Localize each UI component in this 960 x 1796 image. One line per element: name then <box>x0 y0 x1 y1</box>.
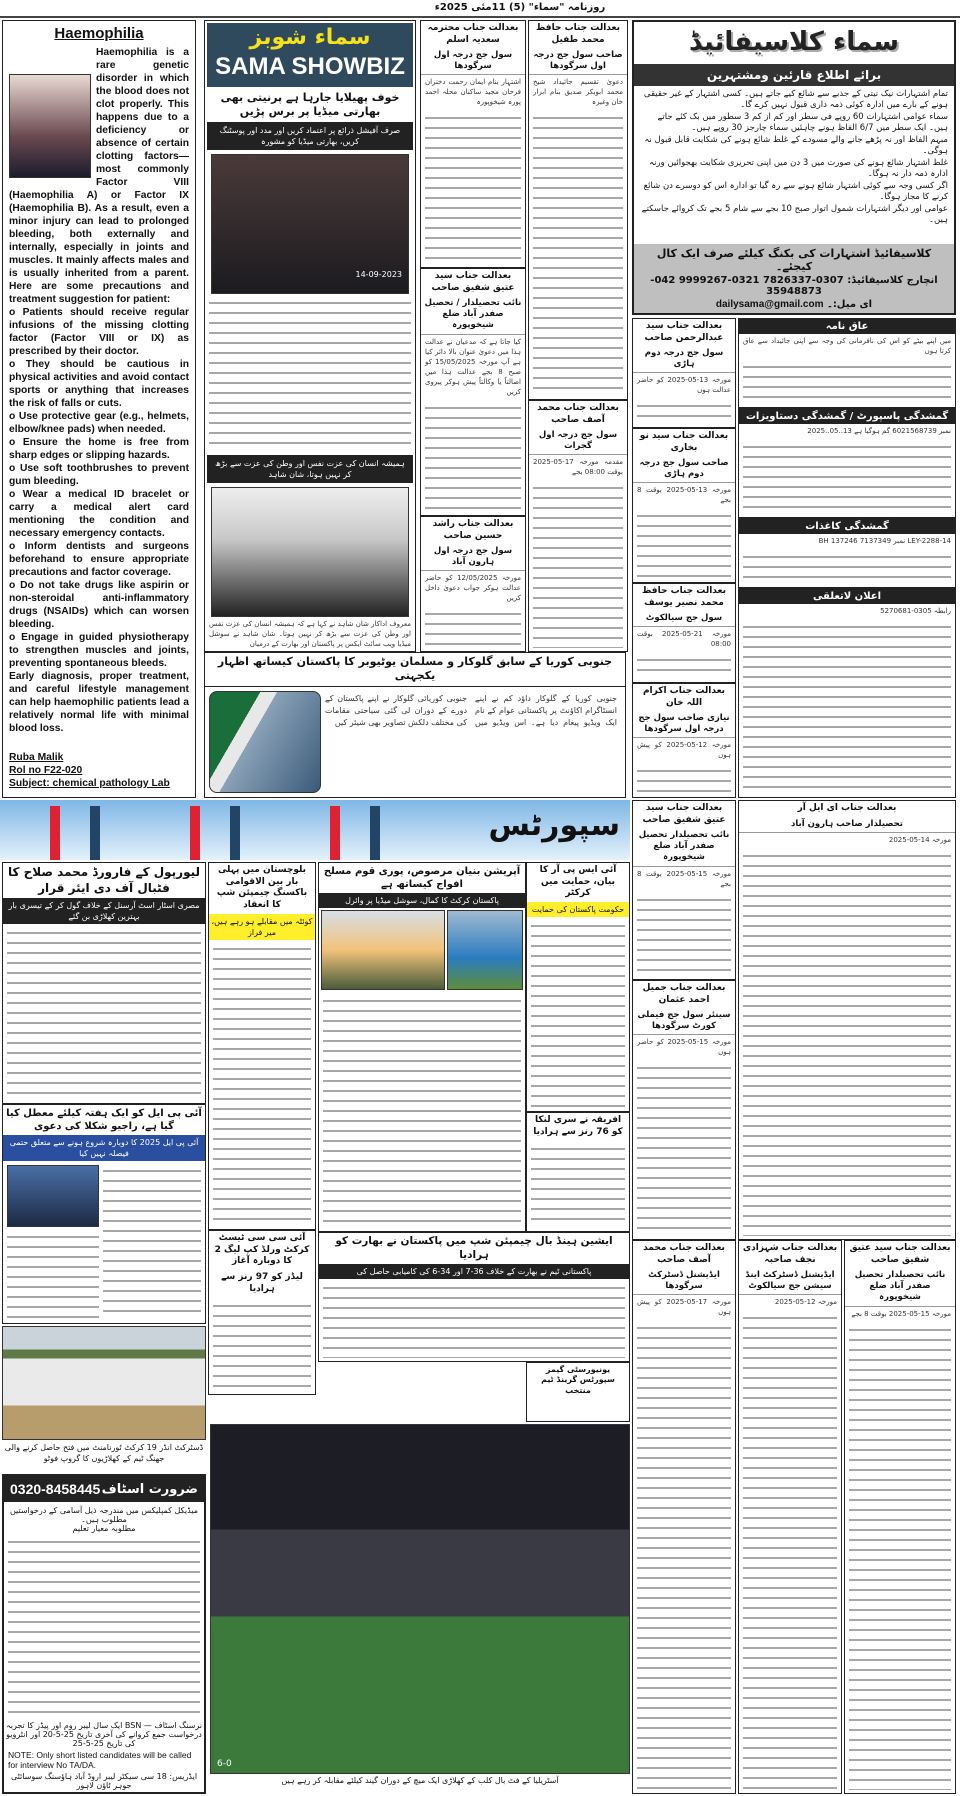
notice-subtitle: نائب تحصیلدار تحصیل صفدر آباد ضلع شیخوپورہ <box>633 828 735 866</box>
court-notice <box>420 20 526 268</box>
small-ad-title: گمشدگی پاسپورٹ / گمشدگی دستاویزات <box>739 409 955 424</box>
classified-rule: عوامی اور دیگر اشتہارات شمول اتوار صبح 10 بجے سے شام 5 بجے تک کروائے جاسکتے ہیں۔ <box>641 204 948 225</box>
classified-phones: انچارج کلاسیفائیڈ: 0307-7826337 0321-9999267 042-35948873 <box>650 275 938 297</box>
notice-subtitle: سول جج درجہ دوم ہاڑی <box>633 346 735 373</box>
photo-date: 14-09-2023 <box>355 269 402 279</box>
showbiz-banner-en: SAMA SHOWBIZ <box>215 53 405 80</box>
small-ad-body: نمبر 6021568739 گم ہوگیا ہے 13..05..2025 <box>807 427 951 435</box>
notice-body: اشتہار بنام ایمان رحمت دختران فرحان مجید ساکنان محلہ احمد پورہ شیخوپورہ <box>425 78 521 107</box>
author-name: Ruba Malik <box>9 752 64 763</box>
notice-title: بعدالت جناب محمد آصف صاحب <box>643 1243 725 1265</box>
missile-photo <box>321 910 445 990</box>
korea-body: جنوبی کوریا کے گلوکار داؤد کم نے اپنے انسٹاگرام اکاؤنٹ پر پاکستانی عوام کے نام ایک ویڈیو پیغام دیا ہے۔ اس ویڈیو میں جنوبی کوریائی گلوکار نے اپنے پاکستان کے دورے کے دوران لی گئی سیاحتی مقامات کی مختلف دلکش تصاویر بھی شیئر کیں <box>325 693 617 727</box>
league-headline: آئی سی سی ٹیسٹ کرکٹ ورلڈ کپ لیگ 2 کا دوبارہ آغاز <box>214 1233 310 1267</box>
masthead-rule <box>0 16 960 18</box>
ipl-subhead: آئی پی ایل 2025 کا دوبارہ شروع ہونے سے متعلق حتمی فیصلہ نہیں کیا <box>3 1135 205 1161</box>
email-label: ای میل:۔ <box>826 299 873 310</box>
wanted-intro: میڈیکل کمپلیکس میں مندرجہ ذیل آسامی کے درخواستیں مطلوب ہیں۔ <box>9 1506 199 1524</box>
parineeti-photo <box>211 154 409 294</box>
cricket-team-photo <box>2 1326 206 1440</box>
notice-body: مورخہ 12/05/2025 کو حاضر عدالت ہوکر جواب دعویٰ داخل کریں <box>425 574 521 603</box>
cricket-league-article <box>208 1230 316 1395</box>
ipl-headline: آئی پی ایل کو ایک ہفتہ کیلئے معطل کیا گیا ہے، راجیو شکلا کی دعوی <box>6 1108 202 1132</box>
sports-banner-title: سپورٹس <box>488 808 620 843</box>
notice-subtitle: تحصیلدار صاحب ہارون آباد <box>739 817 955 833</box>
football-caption: آسٹریلیا کے فٹ بال کلب کے کھلاڑی ایک میچ کے دوران گیند کیلئے مقابلہ کر رہے ہیں <box>281 1776 559 1785</box>
english-article <box>2 20 196 798</box>
court-notice <box>844 1240 956 1794</box>
notice-subtitle: ایڈیشنل ڈسٹرکٹ سرگودھا <box>633 1268 735 1295</box>
score: 6-0 <box>217 1759 232 1769</box>
article-title: Haemophilia <box>54 25 144 42</box>
small-ad-body: میں اپنے بیٹے کو اس کی نافرمانی کی وجہ سے اپنی جائیداد سے عاق کرتا ہوں <box>743 337 951 355</box>
classified-rule: اگر کسی وجہ سے کوئی اشتہار شائع ہونے سے رہ گیا تو ادارہ اس کو دوسرے دن شائع کرنے کا مجاز ہوگا۔ <box>643 181 948 202</box>
notice-body: مورخہ 12-05-2025 <box>774 1298 837 1307</box>
classified-title: سماء کلاسیفائیڈ <box>688 27 900 57</box>
notice-title: بعدالت جناب حافظ محمد طفیل <box>536 23 620 45</box>
small-ad-title: عاق نامہ <box>739 319 955 334</box>
notice-title: بعدالت جناب سید نو بخاری <box>639 431 729 453</box>
showbiz-subhead-1: صرف آفیشل ذرائع پر اعتماد کریں اور مدد اور پوسٹنگ کریں، بھارتی میڈیا کو مشورہ <box>207 122 413 150</box>
notice-title: بعدالت جناب سید عبدالرحمن صاحب <box>644 321 724 343</box>
notice-body: مورخہ 13-05-2025 بوقت 8 بجے <box>637 486 732 505</box>
boxing-subhead: کوئٹہ میں مقابلے ہو رہے ہیں، میر فراز <box>209 914 315 940</box>
boxing-headline: بلوچستان میں پہلی بار بین الاقوامی باکسنگ چیمپئن شپ کا انعقاد <box>216 865 308 911</box>
showbiz-headline-2: ہمیشہ انسان کی عزت نفس اور وطن کی عزت سے بڑھ کر نہیں ہوتا، شان شاہد <box>207 455 413 483</box>
small-ad <box>738 318 956 408</box>
league-subhead: لیڈز کو 97 رنز سے ہرادیا <box>221 1272 303 1294</box>
notice-title: بعدالت جناب سید عتیق شفیق صاحب <box>642 803 726 825</box>
wanted-criteria: مطلوبہ معیار تعلیم <box>72 1524 136 1533</box>
court-notice <box>420 268 526 516</box>
notice-body: کیا جاتا ہے کہ مدعیان نے عدالت ہذا میں دعویٰ عنوان بالا دائر کیا ہے آپ مورخہ 15/05/2025 کو صبح 8 بجے عدالت ہذا میں اصالتاً یا وکالتاً پیش ہوکر پیروی کریں <box>425 337 521 396</box>
handball-subhead: پاکستانی ٹیم نے بھارت کے خلاف 36-7 اور 34-6 کی کامیابی حاصل کی <box>319 1264 629 1279</box>
author-subject: Subject: chemical pathology Lab <box>9 778 170 789</box>
wanted-staff-ad <box>2 1474 206 1794</box>
notice-body: مورخہ 15-05-2025 بوقت 8 بجے <box>851 1309 951 1318</box>
notice-title: بعدالت جناب ای ایل آر <box>797 803 897 813</box>
masthead-date: روزنامہ "سماء" (5) 11مئی 2025ء <box>434 2 606 13</box>
notice-title: بعدالت جناب محترمہ سعدیہ اسلم <box>427 23 519 45</box>
notice-title: بعدالت جناب راشد حسین صاحب <box>432 519 514 541</box>
sports-silhouettes <box>0 806 460 860</box>
sports-col-4 <box>526 862 630 1112</box>
wanted-job: نرسنگ اسٹاف — BSN ایک سال لیبر روم اور پیڈز کا تجربہ <box>6 1721 202 1730</box>
ipl-article <box>2 1104 206 1324</box>
small-ad-title: اعلان لاتعلقی <box>739 589 955 604</box>
article-conclusion: Early diagnosis, proper treatment, and careful lifestyle management can help haemophilic patients lead a relatively normal life with minimal blood loss. <box>9 671 189 734</box>
university-headline: یونیورسٹی گیمز سپورٹس گرینڈ ٹیم منتخب <box>541 1365 615 1395</box>
sports-col-3 <box>318 862 526 1232</box>
small-ad-body: LEY-2288-14 نمبر 7137349 BH 137246 <box>818 537 951 545</box>
notice-title: بعدالت جناب حافظ محمد نصیر یوسف <box>642 586 726 608</box>
showbiz-section <box>204 20 416 652</box>
notice-subtitle: ایڈیشنل ڈسٹرکٹ اینڈ سیشن جج سیالکوٹ <box>739 1268 841 1295</box>
classified-email[interactable]: dailysama@gmail.com <box>715 299 824 310</box>
small-ad <box>738 408 956 518</box>
handball-article <box>318 1232 630 1362</box>
salah-headline: لیورپول کے فارورڈ محمد صلاح کا فٹبال آف دی ایئر قرار <box>7 865 201 895</box>
precaution-item: o Patients should receive regular infusions of the missing clotting factor (Factor VIII or IX) as prescribed by their doctor. <box>9 307 189 357</box>
sa-sl-headline: افریقہ نے سری لنکا کو 76 رنز سے ہرادیا <box>533 1115 623 1137</box>
ispr-headline: آئی ایس پی آر کا بیان، حمایت میں کرکٹر <box>539 865 617 899</box>
wanted-dates: درخواست جمع کروانے کی آخری تاریخ 25-5-20 اور انٹرویو کی تاریخ 25-5-25 <box>6 1730 202 1748</box>
korean-singer-flag-photo <box>209 691 321 793</box>
classified-rule: مبہم الفاظ اور نہ پڑھے جانے والے مسودے کے غلط شائع ہونے کی شکایت قابل قبول نہ ہوگی۔ <box>644 135 948 156</box>
court-notice <box>632 683 736 798</box>
sports-col-1 <box>2 862 206 1104</box>
notice-body: مورخہ 14-05-2025 <box>888 835 951 844</box>
showbiz-banner-urdu: سماء شوبز <box>249 25 371 50</box>
showbiz-body-2: معروف اداکار شان شاہد نے کہا ہے کہ ہمیشہ انسان کی عزت نفس اور وطن کی عزت سے بڑھ کر نہیں ہوتا۔ شان شاہد نے سوشل میڈیا ویب سائٹ ایکس پر پاکستان اور بھارت کے درمیان <box>209 620 411 648</box>
notice-title: بعدالت جناب محمد آصف صاحب <box>537 403 619 425</box>
court-notice <box>632 1240 736 1794</box>
notice-title: بعدالت جناب سید عتیق شفیق صاحب <box>849 1243 951 1265</box>
classified-rule: تمام اشتہارات نیک نیتی کے جذبے سے شائع کیے جاتے ہیں۔ کسی اشتہار کے غیر حقیقی ہونے کے بارے میں ادارہ کوئی ذمہ داری قبول نہیں کرے گا۔ <box>643 89 948 110</box>
showbiz-headline-1: خوف پھیلایا جارہا ہے پرنیتی بھی بھارتی میڈیا پر برس پڑیں <box>220 91 400 119</box>
court-notice <box>528 400 628 652</box>
court-notice <box>738 800 956 1240</box>
classified-rule: سماء عوامی اشتہارات 60 روپے فی سطر اور کم از کم 3 سطور میں بک کئے جاتے ہیں۔ ایک سطر میں 6/7 الفاظ ہونے چاہئیں سماء چارجز 30 روپے ہیں۔ <box>657 112 948 133</box>
korea-article <box>204 652 626 798</box>
sports-col-2 <box>208 862 316 1230</box>
cricketer-photo <box>447 910 523 990</box>
notice-subtitle: نائب تحصیلدار تحصیل صفدر آباد ضلع شیخوپورہ <box>845 1268 955 1306</box>
notice-title: بعدالت جناب جمیل احمد عثمان <box>642 983 726 1005</box>
notice-body: مورخہ 21-05-2025 بوقت 08:00 <box>637 630 731 649</box>
ispr-subhead: حکومت پاکستان کی حمایت <box>527 902 629 917</box>
handball-headline: ایشین ہینڈ بال چیمپئن شپ میں پاکستان نے بھارت کو ہرادیا <box>335 1235 613 1261</box>
notice-subtitle: سینئر سول جج فیملی کورٹ سرگودھا <box>633 1008 735 1035</box>
small-ad <box>738 588 956 798</box>
wanted-phone: 0320-8458445 <box>10 1481 101 1497</box>
small-ad-title: گمشدگی کاغذات <box>739 519 955 534</box>
precaution-item: o Do not take drugs like aspirin or non-steroidal anti-inflammatory drugs (NSAIDs) which can worsen bleeding. <box>9 580 189 630</box>
team-photo-caption: ڈسٹرکٹ انڈر 19 کرکٹ ٹورنامنٹ میں فتح حاصل کرنے والی جھنگ ٹیم کے کھلاڑیوں کا گروپ فوٹو <box>4 1443 204 1463</box>
operation-headline: آپریشن بنیان مرصوص، پوری قوم مسلح افواج کیساتھ ہے <box>323 866 521 890</box>
article-intro: Haemophilia is a rare genetic disorder in which the blood does not clot properly. This happens due to a deficiency or absence of certain clotting factors—most commonly Factor VIII (Haemophilia A) or Factor IX (Haemophilia B). As a result, even a minor injury can lead to prolonged bleeding, both externally and internally, especially in joints and muscles. It mainly affects males and is usually inherited from a parent. Here are some precautions and treatment suggestion for patient: <box>9 47 189 305</box>
precaution-item: o Inform dentists and surgeons beforehand to ensure appropriate precautions and factor coverage. <box>9 541 189 578</box>
notice-subtitle: سول جج درجہ اول گجرات <box>529 428 627 455</box>
classified-box <box>632 20 956 315</box>
notice-body: دعویٰ تقسیم جائیداد شیخ محمد ابوبکر صدیق بنام ابرار خان وغیرہ <box>533 78 623 107</box>
korea-headline: جنوبی کوریا کے سابق گلوکار و مسلمان یوٹیوبر کا پاکستان کیساتھ اظہار یکجہتی <box>205 653 625 687</box>
notice-body: مورخہ 15-05-2025 بوقت 8 بجے <box>637 869 732 888</box>
precaution-item: o Wear a medical ID bracelet or carry a medical alert card mentioning the condition and necessary emergency contacts. <box>9 489 189 539</box>
notice-subtitle: نائب تحصیلدار / تحصیل صفدر آباد ضلع شیخوپورہ <box>421 296 525 334</box>
university-games-article <box>526 1362 630 1422</box>
court-notice <box>632 428 736 583</box>
small-ad <box>738 518 956 588</box>
shaan-shahid-photo <box>211 487 409 617</box>
notice-subtitle: سول جج درجہ اول سرگودھا <box>421 48 525 75</box>
football-match-photo <box>210 1424 630 1774</box>
notice-subtitle: سول جج درجہ اول ہارون آباد <box>421 544 525 571</box>
rajeev-shukla-photo <box>7 1165 99 1227</box>
court-notice <box>632 800 736 980</box>
notice-subtitle: صاحب سول جج درجہ اول سرگودھا <box>529 48 627 75</box>
sports-banner <box>0 800 630 860</box>
notice-title: بعدالت جناب سید عتیق شفیق صاحب <box>431 271 515 293</box>
court-notice <box>528 20 628 400</box>
court-notice <box>632 980 736 1240</box>
notice-body: مورخہ 17-05-2025 کو پیش ہوں <box>637 1298 731 1317</box>
precaution-item: o Use protective gear (e.g., helmets, elbow/knee pads) when needed. <box>9 411 189 435</box>
sa-sl-article <box>526 1112 630 1232</box>
precaution-item: o Ensure the home is free from sharp edges or slipping hazards. <box>9 437 189 461</box>
notice-title: بعدالت جناب شہزادی نجف صاحبہ <box>742 1243 838 1265</box>
precaution-item: o Engage in guided physiotherapy to strengthen muscles and joints, preventing spontaneous bleeds. <box>9 632 189 669</box>
notice-body: مورخہ 13-05-2025 کو حاضر عدالت ہوں <box>637 376 731 395</box>
precaution-item: o They should be cautious in physical activities and avoid contact sports or anything that increases the risk of falls or cuts. <box>9 359 189 409</box>
operation-subhead: پاکستان کرکٹ کا کمال، سوشل میڈیا پر وائرل <box>319 893 525 908</box>
booking-text: کلاسیفائیڈ اشتہارات کی بکنگ کیلئے صرف ایک کال کیجئے۔ <box>656 247 932 273</box>
wanted-note: NOTE: Only short listed candidates will be called for interview No TA/DA. <box>8 1750 192 1770</box>
notice-body: مورخہ 15-05-2025 کو حاضر ہوں <box>637 1038 731 1057</box>
notice-subtitle: صاحب سول جج درجہ دوم ہاڑی <box>633 456 735 483</box>
notice-body: مورخہ 12-05-2025 کو پیش ہوں <box>637 741 731 760</box>
author-photo <box>9 74 91 178</box>
court-notice <box>632 318 736 428</box>
classified-subtitle: برائے اطلاع قارئین ومشتہرین <box>634 64 954 86</box>
notice-body: مقدمہ مورخہ 17-05-2025 بوقت 08:00 بجے <box>533 458 623 477</box>
small-ad-body: رابطہ 0305-5270681 <box>880 607 951 615</box>
court-notice <box>632 583 736 683</box>
court-notice <box>420 516 526 652</box>
wanted-address: ایڈریس: 18 سی سیکٹر لیبر اروڈ آباد ہاؤسنگ سوسائٹی جوہر ٹاؤن لاہور <box>10 1772 198 1790</box>
court-notice <box>738 1240 842 1794</box>
notice-subtitle: نیازی صاحب سول جج درجہ اول سرگودھا <box>633 711 735 738</box>
classified-rule: غلط اشتہار شائع ہونے کی صورت میں 3 دن میں اپنی تحریری شکایت بھجوائیں ورنہ ادارہ ذمہ دار نہ ہوگا۔ <box>649 158 948 179</box>
salah-subhead: مصری اسٹار اسٹ آرسنل کے خلاف گول کر کے تیسری بار بہترین کھلاڑی بن گئے <box>3 898 205 924</box>
showbiz-body-1 <box>209 297 411 452</box>
notice-subtitle: سول جج سیالکوٹ <box>633 611 735 627</box>
author-roll: Rol no F22-020 <box>9 765 83 776</box>
precaution-item: o Use soft toothbrushes to prevent gum bleeding. <box>9 463 189 487</box>
showbiz-banner <box>207 23 413 87</box>
wanted-title: ضرورت اسٹاف <box>101 1481 198 1497</box>
notice-title: بعدالت جناب اکرام اللہ خان <box>642 686 726 708</box>
